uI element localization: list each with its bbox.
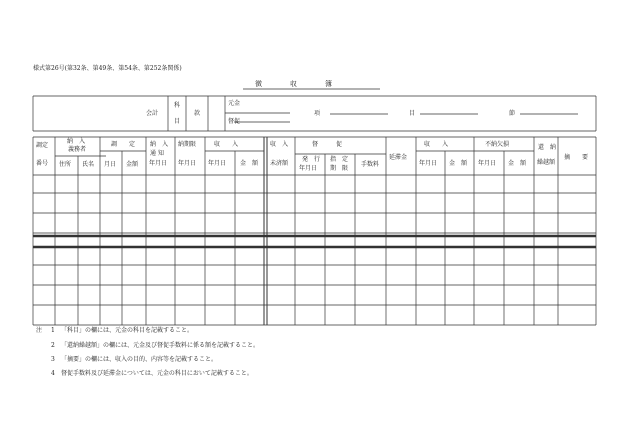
col-funo-ymd: 年月日 <box>478 160 497 167</box>
col-kanno-2: 繰越額 <box>537 159 556 166</box>
notes-label: 注 <box>36 327 43 334</box>
form-id: 様式第26号(第32条、第49条、第54条、第252条関係) <box>33 65 182 72</box>
col-shunyu-1: 収 入 <box>214 141 239 148</box>
col-chotei-group: 調 定 <box>111 141 136 148</box>
note-4-no: 4 <box>51 370 55 377</box>
col-misai: 未済額 <box>270 160 289 167</box>
col-hakko-1: 発 行 <box>302 156 321 163</box>
account-tokusoku-label: 督促 <box>228 118 241 125</box>
col-shitei-1: 指 定 <box>330 156 349 163</box>
col-noki: 納期限 <box>178 141 197 148</box>
col-noki-ymd: 年月日 <box>178 160 197 167</box>
col-chotei-top: 調定 <box>36 142 49 149</box>
account-kaikei-label: 会計 <box>146 110 159 117</box>
note-4-text: 督促手数料及び延滞金については、元金の科目において記載すること。 <box>61 370 253 377</box>
account-moku-bottom-label: 目 <box>174 118 181 125</box>
col-jusho: 住所 <box>59 161 72 168</box>
account-gankin-label: 元金 <box>228 100 241 107</box>
account-moku-label: 目 <box>409 110 416 117</box>
col-nonyu-tsuchi-2: 通 知 <box>150 150 164 157</box>
col-tesuryo: 手数料 <box>361 161 380 168</box>
account-kan-label: 款 <box>194 110 201 117</box>
note-1-text: 「科目」の欄には、元金の科目を記載すること。 <box>61 327 194 334</box>
col-funo-kingaku: 金 額 <box>508 160 527 167</box>
page-title: 徴 収 簿 <box>255 80 332 88</box>
col-shunyu-2: 収 入 <box>270 141 289 148</box>
col-chotei-bottom: 番号 <box>36 160 49 167</box>
col-tekiyo: 摘 要 <box>564 154 589 161</box>
col-kanno-1: 還 納 <box>538 144 557 151</box>
col-shimei: 氏名 <box>82 161 95 168</box>
note-1-no: 1 <box>51 327 55 334</box>
note-2-text: 「還納繰越額」の欄には、元金及び督促手数料に係る額を記載すること。 <box>61 342 260 349</box>
col-hakko-2: 年月日 <box>299 165 318 172</box>
account-setsu-label: 節 <box>509 110 516 117</box>
col-shunyu-3-ymd: 年月日 <box>419 160 438 167</box>
col-nonyu-gimusha-1: 納 入 <box>67 138 86 145</box>
col-shitei-2: 期 限 <box>330 165 349 172</box>
account-moku-top-label: 科 <box>174 102 181 109</box>
col-chotei-kingaku: 金額 <box>126 161 139 168</box>
col-shunyu-3: 収 入 <box>424 141 449 148</box>
col-chotei-tsukihi: 月日 <box>104 161 117 168</box>
note-2-no: 2 <box>51 342 55 349</box>
col-nonyu-gimusha-2: 義務者 <box>68 146 87 153</box>
col-shunyu-1-kingaku: 金 額 <box>240 160 259 167</box>
col-entaikin: 延滞金 <box>389 154 408 161</box>
account-kou-label: 項 <box>314 110 321 117</box>
col-nonyu-tsuchi-1: 納 入 <box>150 141 169 148</box>
note-3-no: 3 <box>51 356 55 363</box>
col-nonyu-tsuchi-3: 年月日 <box>149 160 168 167</box>
note-3-text: 「摘要」の欄には、収入の目的、内容等を記載すること。 <box>61 356 218 363</box>
col-shunyu-3-kingaku: 金 額 <box>449 160 468 167</box>
col-tokusoku-group: 督 促 <box>312 141 343 148</box>
col-shunyu-1-ymd: 年月日 <box>208 160 227 167</box>
col-funo-kesson: 不納欠損 <box>485 141 510 148</box>
